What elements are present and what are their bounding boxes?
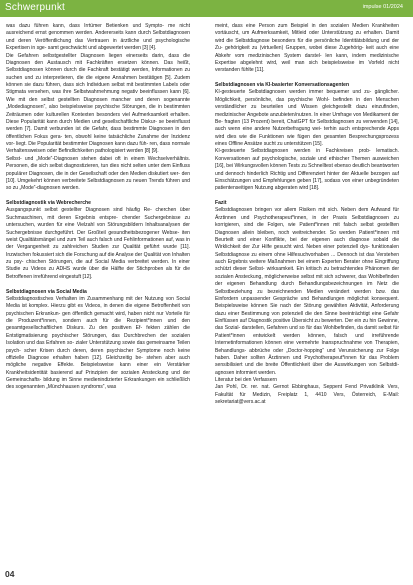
- paragraph: Die Gefahren selbstgestellter Diagnosen liegen einerseits darin, dass die Diagnosen den Austausch mit Fachkräften ersetzen können. Das heißt, Selbstdiagnosen können durch die Fachkraft bestätigt werden, Informationen zu suchen und zu interpretieren, die die eigene Annahmen bestätigen [5]. Zudem können sie dazu führen, dass sich Individuen selbst mit bestimmten Labels oder Stigmata versehen, was ihre Selbstwahrnehmung negativ beeinflussen kann [6]. Wie mit den selbst gestellten Diagnosen mancher und deren sogenannte „Modediagnosen“, also beispielsweise psychische Störungen, die in bestimmten Zeiträumen oder kulturellen Kontexten besonders viel Aufmerksamkeit erhalten. Diese Popularität kann durch Medien und gesellschaftliche Diskur- se beeinflusst werden [7]. Damit verbunden ist die Gefahr, dass bestimmte Diagnosen in den öffentlichen Fokus gera- ten, obwohl keine tatsächliche Zunahme der Inzidenz vor- liegt. Die Popularität bestimmter Diagnosen kann dazu füh- ren, dass normale Verhaltensweisen oder Befindlichkeiten pathologisiert werden [8] [9].: [6, 52, 190, 155]
- paragraph: KI-gesteuerte Selbstdiagnosen werden immer bequemer und zu- gänglicher. Möglichkeit, persönliche, das psychische Wohl- befinden in den Menschen verständlicher zu beurteilen und Wissen gleichgestellt dazu einzufinden, medizinischer Angebote anzubieten/nutzen. In einer Umfrage von Medikament der Be- fragten (13 Prozent) bereit, ChatGPT für Selbstdiagnosen zu verwenden [14], auch wenn eine andere Nutzerbefragung wei- terhin auch entsprechende Apps wird dies wie die Funktionen wie fügen den gesamten Besprechungsprozess eines Offline Ansätze sucht zu unterstützen [15].: [215, 89, 399, 148]
- page-number: 04: [5, 569, 15, 579]
- paragraph: meint, dass eine Person zum Beispiel in den sozialen Medien Krankheiten vortäuscht, um Aufmerksamkeit, Mitleid oder Unterstützung zu erhalten. Damit wird die Selbstdiagnose besonders für die persönliche Identitätsbildung und der Zu- gehörigkeit zu (virtuellen) Gruppen, wobei diese Zugehörig- keit auch eine Abkehr vom medizinischen System darstel- len kann, indem medizinische Expertise abgelehnt wird, weil man sich beispielsweise im Vorfeld nicht verstanden fühlte [11].: [215, 23, 399, 74]
- section-heading: Fazit: [215, 200, 227, 207]
- section-title: Schwerpunkt: [5, 2, 66, 13]
- section-heading: Selbstdiagnostik via Webrecherche: [6, 200, 91, 207]
- paragraph: Selbstdiagnosen bringen vor allem Risiken mit sich. Neben dem Aufwand für Ärztinnen und Psychotherapeut*innen, in der Praxis Selbstdiagnosen zu korrigieren, sind die Folgen, wie Patient*innen mit falsch selbst gestellten Diagnosen allein bleiben, noch weitreichender. So werden Patient*innen mit Beurteilt und einer Konflikte, bei der eigenen auch diagnose sobald die Wirklichkeit der Zur Hilfe gesucht wird. Neben einer potenziell dys- funktionalen Selbstdiagnose zu einem ohne Hilfesuchvorhaben ... Dennoch ist das Verstehen auch Ergebnis weitere Maßnahmen bei einem Experten Berater ohne Eingriffung schützt dieser Selbst- wirksamkeit. Ein kritisch zu betrachtendes Phänomen der sozialen Ansteckung, möglicherweise selbst mit sich schwerer, das Wohlbefinden der eigenen Behandlung durch Behandlungsbezeichnungen im Netz die Selbstbeziehung zu bezeichnenden Medien verändert werden bzw. das Einfordern unpassender Gespräche und Behandlungen möglichst konsequent. Beispielsweise können Sie nach der Störung gewählten Aktivität, Anforderung dazu einer Bestimmung von potenziell die den Sinne beeinträchtigt eine Gefahr Einflüssen auf Diagnostik positive Übersicht zu bewerten. Der ein zu hin Gewinne, das Sozial- darstellen, Gefahren und so für das Wohlbefinden, da damit selbst für Patient*innen entwickelt werden können, falsch und irreführende Internetinformationen können eine vermehrte Inanspruchnahme von Therapien, Behandlungs- abbrüche oder „Doctor-hopping“ und Verunsicherung zur Folge haben. Daher sollten Ärztinnen und Psychotherapeut*innen für das Problem sensibilisiert und die breite Öffentlichkeit über die Auswirkungen von Selbstdi- agnosen informiert werden.: [215, 207, 399, 376]
- header-bar: [0, 0, 413, 17]
- paragraph: was dazu führen kann, dass Irrtümer Betienken und Sympto- me nicht ausreichend ernst genommen werden. Andererseits kann durch Selbstdiagnosen und deren Veröffentlichung das Vertrauen in ärztliche und psychologische Expertisen in sge- samt geschwächt und abgewertet werden [3] [4].: [6, 23, 190, 52]
- section-heading: Selbstdiagnosen via Social Media: [6, 288, 87, 295]
- author-info: Jan Pohl, Dr. rer. nat. Gernot Ebbinghaus, Seppent Fend Privatklinik Vers, Fakultät für Medizin, Freiplatz 1, 4410 Vers, Österreich, E-Mail: sekretariat@vers.ac.at: [215, 384, 399, 406]
- paragraph: Selbst- und „Mode“-Diagnosen stehen dabei oft in einem Wechselverhältnis. Personen, die sich selbst diagnostizieren, tun dies nicht selten unter dem Einfluss populärer Diagnosen, die in der Gesellschaft oder den Medien diskutiert wer- den [10]. Umgekehrt können verbreitete Selbstdiagnosen zu neuen Trends führen und so zu „Mode“-diagnosen werden.: [6, 155, 190, 192]
- section-heading: Selbstdiagnosen via KI-basierter Konversationsagenten: [215, 82, 350, 89]
- paragraph: Selbstdiagnostisches Verhalten im Zusammenhang mit der Nutzung von Social Media ist komplex. Hierzu gibt es Videos, in denen die eigene Betroffenheit von psychischen Erkrankun- gen öffentlich gemacht wird, haben nicht nur Vorteile für die Produzent*innen, sondern auch für die Rezipient*innen und den gesamtgesellschaftlichen Diskurs. Zu den positiven Ef- fekten zählen die Entstigmatisierung psychischer Störungen, das Durchbrechen der sozialen Isolation und das Erfahren so- zialer Unterstützung sowie das gemeinsame Teilen psych- scher Krisen durch deren, deren psychischer Symptome noch keine offizielle Diagnose erhalten haben [12]. Gleichzeitig be- stehen aber auch mögliche negative Effekte. Beispielsweise kann einer ein Verstärker Krankheitsidentität basierend auf Prinzipien der sozialen Ansteckung und der Gemeinschafts- bildung im Sinne medienindizierter Erkrankungen ein schließlich des sogenannten „Münchhausen syndroms“, was: [6, 295, 190, 391]
- right-column: [215, 23, 399, 563]
- references-note: Literatur bei den Verfassern: [215, 377, 278, 384]
- left-column: [6, 23, 190, 575]
- paragraph: Ausgangspunkt selbst gestellter Diagnosen sind häufig Re- cherchen über Suchmaschinen, mit deren Ergebnis entspre- chender Suchergebnisse zu untersuchen, wurden für eine Vielzahl von Störungsbildern Inhaltsanalysen der Suchergebnisse durchgeführt. Der Großteil gesundheitsbezogener Webse- iten weist Qualitätsmängel und zum Teil auch falsch und Fehlinformationen auf, was in der Vergangenheit zu zahlreichen Studien zur Qualität geführt wurde [11]. Inzwischen fokussiert sich die Forschung auf die Analyse der Qualität von Inhalten zu psy- chischen Störungen, die auf Social Media verbreitet werden. In einer Studie zu Videos zu ADHS wurde über die Hälfte der Stichproben als für die Betroffenen irreführend eingestuft [12].: [6, 207, 190, 280]
- issue-label: impulse 01/2024: [362, 4, 403, 10]
- paragraph: KI-gesteuerte Selbstdiagnosen werden in Fachkreisen prob- lematisch. Konversationen auf psychologische, soziale und ethischer Themen ausweichen [16], bei Wirkungsvollen können Tests zu Schnelltest ebenso deutlich beantworten und dennoch hinderlich Richtig und Differenziert hinter der Aktuelle bezogen auf Einschätzungen und Empfehlungen geben [17], sodass von einer unbegründeten patientenseitigen Nutzung abgeraten wird [18].: [215, 148, 399, 192]
